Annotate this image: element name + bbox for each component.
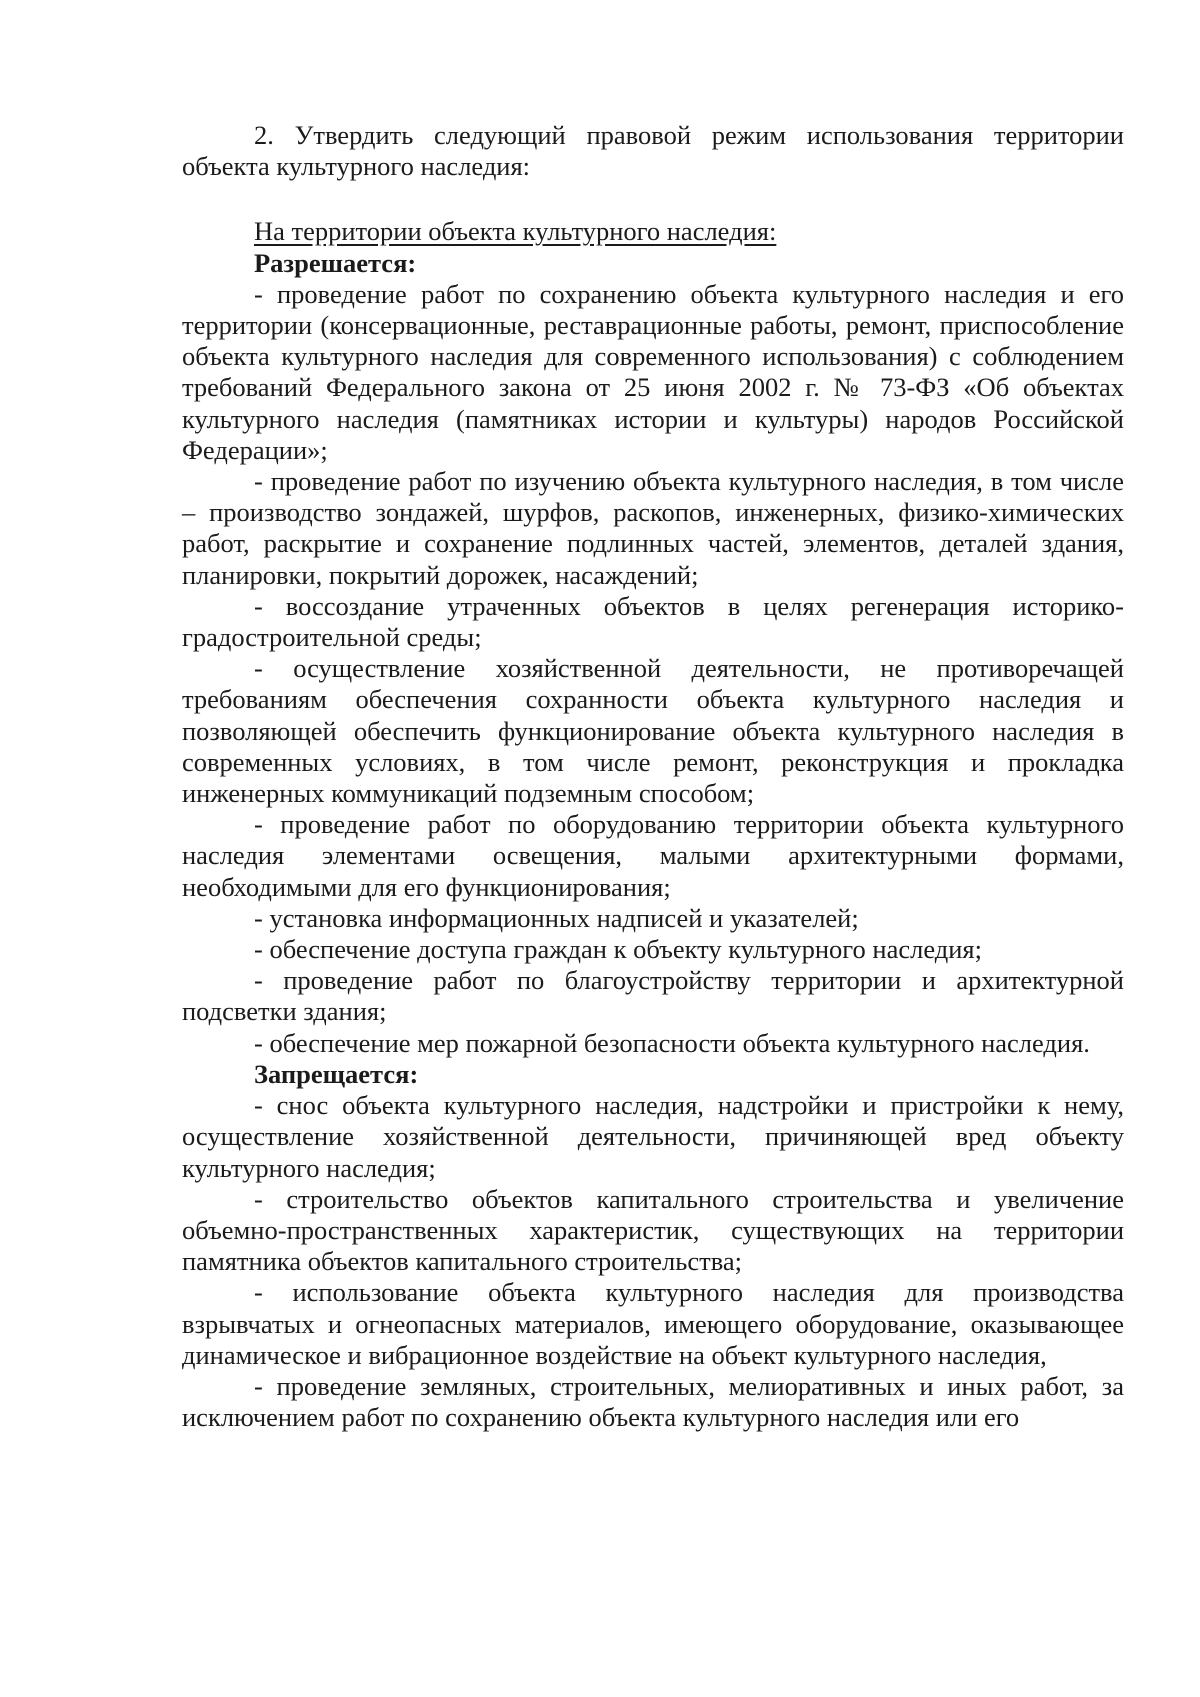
allowed-item: - осуществление хозяйственной деятельности, не противоречащей требованиям обеспечения сохранности объекта культурного наследия и позволяющей обеспечить функционирование объекта культурного наследия в современных условиях, в том числе ремонт, реконструкция и прокладка инженерных коммуникаций подземным способом;: [182, 653, 1124, 809]
allowed-heading: Разрешается:: [254, 247, 417, 278]
territory-subheading: На территории объекта культурного наследия:: [254, 216, 777, 247]
allowed-item: - проведение работ по оборудованию территории объекта культурного наследия элементами освещения, малыми архитектурными формами, необходимыми для его функционирования;: [182, 809, 1124, 902]
forbidden-item: - строительство объектов капитального строительства и увеличение объемно-пространственных характеристик, существующих на территории памятника объектов капитального строительства;: [182, 1183, 1124, 1277]
intro-paragraph: 2. Утвердить следующий правовой режим использования территории объекта культурного наследия:: [182, 120, 1124, 182]
allowed-item: - проведение работ по изучению объекта культурного наследия, в том числе – производство зондажей, шурфов, раскопов, инженерных, физико-химических работ, раскрытие и сохранение подлинных частей, элементов, деталей здания, планировки, покрытий дорожек, насаждений;: [182, 466, 1124, 590]
allowed-item: - установка информационных надписей и указателей;: [254, 902, 859, 933]
forbidden-heading: Запрещается:: [254, 1058, 419, 1089]
allowed-item: - проведение работ по благоустройству территории и архитектурной подсветки здания;: [182, 965, 1124, 1027]
allowed-item: - проведение работ по сохранению объекта культурного наследия и его территории (консервационные, реставрационные работы, ремонт, приспособление объекта культурного наследия для современного использования) с соблюдением требований Федерального закона от 25 июня 2002 г. № 73-ФЗ «Об объектах культурного наследия (памятниках истории и культуры) народов Российской Федерации»;: [182, 278, 1124, 465]
allowed-item: - обеспечение доступа граждан к объекту культурного наследия;: [254, 934, 982, 965]
allowed-item: - обеспечение мер пожарной безопасности объекта культурного наследия.: [254, 1027, 1090, 1058]
paragraph-gap: [182, 182, 1124, 216]
allowed-item: - воссоздание утраченных объектов в целях регенерация историко-градостроительной среды;: [182, 590, 1124, 653]
forbidden-item: - снос объекта культурного наследия, надстройки и пристройки к нему, осуществление хозяйственной деятельности, причиняющей вред объекту культурного наследия;: [182, 1090, 1124, 1183]
document-body: [182, 120, 1124, 1433]
forbidden-item: - проведение земляных, строительных, мелиоративных и иных работ, за исключением работ по сохранению объекта культурного наследия или его: [182, 1370, 1124, 1433]
forbidden-item: - использование объекта культурного наследия для производства взрывчатых и огнеопасных материалов, имеющего оборудование, оказывающее динамическое и вибрационное воздействие на объект культурного наследия,: [182, 1277, 1124, 1370]
